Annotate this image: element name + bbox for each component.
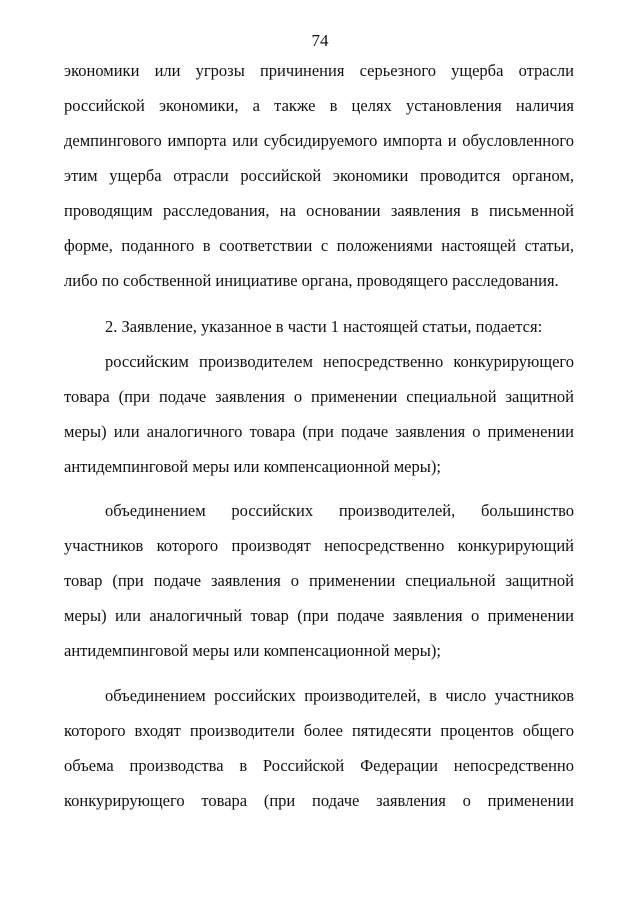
text-line: объема производства в Российской Федерации непосредственно <box>64 756 574 775</box>
text-line: российским производителем непосредственно конкурирующего <box>105 352 574 371</box>
text-line: экономики или угрозы причинения серьезного ущерба отрасли <box>64 61 574 80</box>
page-number: 74 <box>311 31 329 50</box>
text-line: участников которого производят непосредственно конкурирующий <box>64 536 574 555</box>
text-line: меры) или аналогичный товар (при подаче заявления о применении <box>64 606 574 625</box>
text-line: проводящим расследования, на основании заявления в письменной <box>64 201 574 220</box>
text-line: антидемпинговой меры или компенсационной меры); <box>64 457 441 476</box>
text-line: российской экономики, а также в целях установления наличия <box>64 96 574 115</box>
text-line: 2. Заявление, указанное в части 1 настоящей статьи, подается: <box>105 317 543 336</box>
text-line: объединением российских производителей, большинство <box>105 501 574 520</box>
text-line: этим ущерба отрасли российской экономики проводится органом, <box>64 166 574 185</box>
text-line: товар (при подаче заявления о применении специальной защитной <box>64 571 574 590</box>
text-line: либо по собственной инициативе органа, проводящего расследования. <box>64 271 559 290</box>
text-line: антидемпинговой меры или компенсационной меры); <box>64 641 441 660</box>
text-line: конкурирующего товара (при подаче заявления о применении <box>64 791 574 810</box>
text-line: объединением российских производителей, в число участников <box>105 686 574 705</box>
text-line: форме, поданного в соответствии с положениями настоящей статьи, <box>64 236 574 255</box>
text-line: демпингового импорта или субсидируемого импорта и обусловленного <box>64 131 574 150</box>
text-line: которого входят производители более пятидесяти процентов общего <box>64 721 574 740</box>
text-line: товара (при подаче заявления о применении специальной защитной <box>64 387 574 406</box>
text-line: меры) или аналогичного товара (при подаче заявления о применении <box>64 422 574 441</box>
